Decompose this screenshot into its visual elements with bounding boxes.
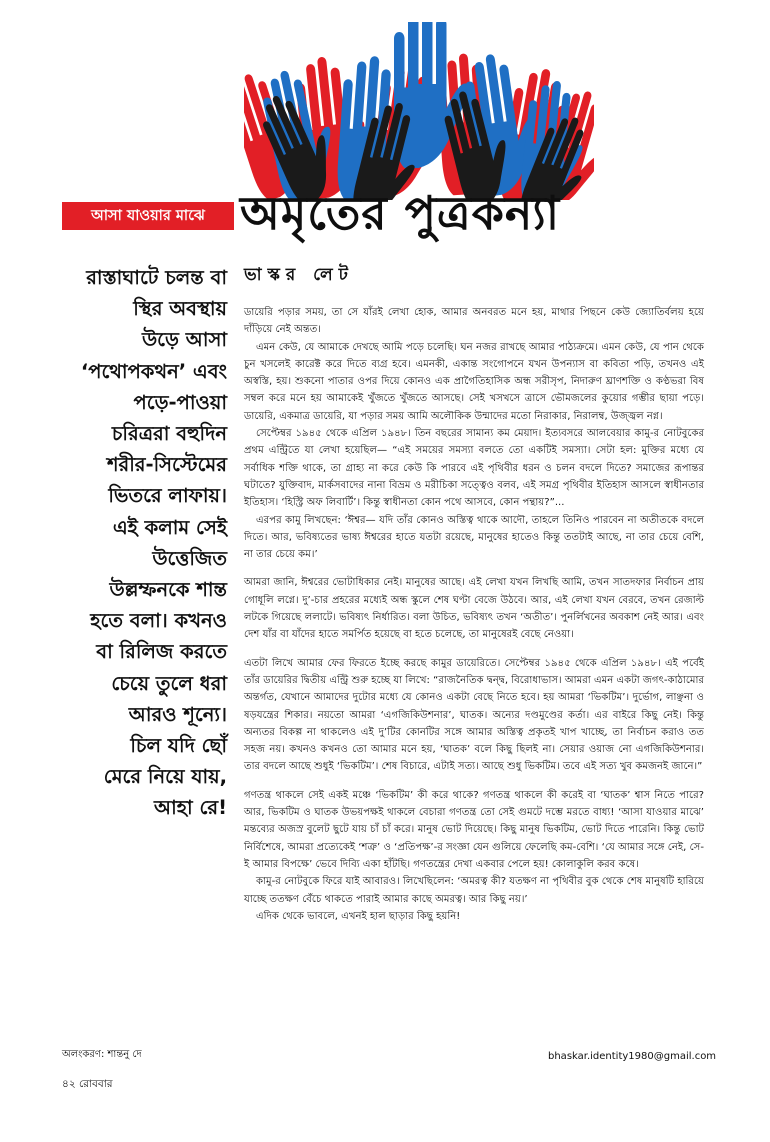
pull-quote-line: পড়ে-পাওয়া [133, 390, 227, 414]
pull-quote-line: উল্লম্ফনকে শান্ত [109, 578, 227, 602]
pull-quote-line: চরিত্ররা বহুদিন [111, 422, 227, 446]
pull-quote-line: উত্তেজিত [152, 546, 227, 570]
pull-quote-line: আহা রে! [154, 796, 227, 820]
pull-quote-line: উড়ে আসা [141, 328, 227, 352]
raised-hands-illustration [244, 22, 594, 200]
column-kicker: আসা যাওয়ার মাঝে [62, 202, 234, 230]
pull-quote-line: এই কলাম সেই [112, 515, 227, 539]
article-body [244, 304, 704, 925]
pull-quote-line: হতে বলা। কখনও [90, 609, 227, 633]
pull-quote-line: আরও শূন্যে। [128, 702, 227, 726]
body-paragraph: সেপ্টেম্বর ১৯৪৫ থেকে এপ্রিল ১৯৪৮। তিন বছরের সামান্য কম মেয়াদ। ইত্যবসরে আলবেয়ার কামু-র নোটবুকের প্রথম এন্ট্রিতে যা লেখা হয়েছিল— “এই সময়ের সমস্যা বলতে তো একটিই সমস্যা। সেটা হল: মুক্তির মধ্যে যে সর্বাধিক শক্তি থাকে, তা গ্রাহ্য না করে কেউ কি পারবে এই পৃথিবীর ধরন ও চলন বদলে দিতে? সমাজের রূপান্তর ঘটাতে? যুক্তিবাদ, মার্কসবাদের নানা বিভ্রম ও মরীচিকা সত্ত্বেও বলব, এই সমগ্র পৃথিবীর ইতিহাস আসলে স্বাধীনতার ইতিহাস। ‘হিস্ট্রি অফ লিবার্টি’। কিন্তু স্বাধীনতা কোন পথে আসবে, কোন পন্থায়?”... [244, 428, 704, 509]
pull-quote-line: চেয়ে তুলে ধরা [111, 671, 227, 695]
headline: অমৃতের পুত্রকন্যা [240, 186, 561, 240]
body-paragraph: এদিক থেকে ভাবলে, এখনই হাল ছাড়ার কিছু হয়নি! [256, 910, 461, 922]
illustration-credit: অলংকরণ: শান্তনু দে [62, 1049, 142, 1060]
pull-quote-line: চিল যদি ছোঁ [130, 734, 227, 758]
pull-quote-line: বা রিলিজ করতে [96, 640, 227, 664]
body-paragraph: ডায়েরি পড়ার সময়, তা সে যাঁরই লেখা হোক, আমার অনবরত মনে হয়, মাথার পিছনে কেউ জ্যোতির্বলয় হয়ে দাঁড়িয়ে নেই অন্তত। [244, 307, 704, 336]
body-paragraph: গণতন্ত্র থাকলে সেই একই মঞ্চে ‘ভিকটিম’ কী করে থাকে? গণতন্ত্র থাকলে কী করেই বা ‘ঘাতক’ শ্বাস নিতে পারে? আর, ভিকটিম ও ঘাতক উভয়পক্ষই থাকলে বেচারা গণতন্ত্র তো সেই গুমটে দম্ভে মরতে বাধ্য! ‘আসা যাওয়ার মাঝে’ মন্তব্যের অজস্র বুলেট ছুটে যায় চাঁ চাঁ করে। মানুষ ভোট দিয়েছে। কিছু মানুষ ভিকটিম, ভোট দিতে পারেনি। কিন্তু ভোট নির্বিশেষে, আমরা প্রত্যেকেই ‘শত্রু’ ও ‘প্রতিপক্ষ’-র সংজ্ঞা যেন গুলিয়ে ফেলেছি কম-বেশি। ‘যে আমার সঙ্গে নেই, সে-ই আমার বিপক্ষে’ ভেবে দিব্যি একা হাঁটছি। গণতন্ত্রের দেখা একবার পেলে হয়! কোলাকুলি করব কষে। [244, 789, 704, 870]
pull-quote-line: রাস্তাঘাটে চলন্ত বা [86, 266, 227, 289]
pull-quote-line: ভিতরে লাফায়। [108, 484, 227, 508]
pull-quote-line: স্থির অবস্থায় [133, 297, 227, 321]
pull-quote-line: মেরে নিয়ে যায়, [103, 765, 227, 789]
author-byline: ভাস্কর লেট [244, 265, 354, 285]
page-folio: ৪২ রোববার [62, 1078, 113, 1090]
body-paragraph: এমন কেউ, যে আমাকে দেখছে আমি পড়ে চলেছি। ঘন নজর রাখছে আমার পাঠ্যক্রমে। এমন কেউ, যে পান থেকে চুন খসলেই কারেক্ট করে দিতে ব্যগ্র হবে। এমনকী, একান্ত সংগোপনে যখন উপন্যাস বা কবিতা পড়ি, তখনও এই অস্বস্তি, হয়। শুকনো পাতার ওপর দিয়ে কোনও এক প্রাগৈতিহাসিক অন্ধ সরীসৃপ, নিদারুণ ঘ্রাণশক্তি ও কণ্ঠভরা বিষ সম্বল করে মনে হয় আমাকেই খুঁজতে খুঁজতে আসছে। সেই খসখসে ত্রাসে ভৌমজলের কুয়োর গম্ভীর ছায়া পড়ে। ডায়েরি, একমাত্র ডায়েরি, যা পড়ার সময় আমি অলৌকিক উন্মাদের মতো নিরাকার, নিরালম্ব, উজ্জ্বল নগ্ন। [244, 341, 704, 422]
pull-quote [55, 262, 227, 824]
pull-quote-line: ‘পথোপকথন’ এবং [80, 359, 227, 383]
body-paragraph: এরপর কামু লিখছেন: ‘ঈশ্বর— যদি তাঁর কোনও অস্তিত্ব থাকে আদৌ, তাহলে তিনিও পারবেন না অতীতকে বদলে দিতে। আর, ভবিষ্যতের ভাষ্য ঈশ্বরের হাতে যতটা রয়েছে, মানুষের হাতেও কিন্তু ততটাই আছে, না তার চেয়ে বেশি, না তার চেয়ে কম।’ [244, 514, 704, 561]
body-paragraph: আমরা জানি, ঈশ্বরের ভোটাধিকার নেই। মানুষের আছে। এই লেখা যখন লিখছি আমি, তখন সাতদফার নির্বাচন প্রায় গোধূলি লগ্নে। দু’-চার প্রহরের মধ্যেই অন্ধ স্কুলে শেষ ঘণ্টা বেজে উঠবে। আর, এই লেখা যখন বেরবে, তখন রেজাল্ট লটকে গিয়েছে ললাটে। ভবিষ্যৎ নির্ধারিত। বলা উচিত, ভবিষ্যৎ তখন ‘অতীত’। পুনর্লিখনের অবকাশ নেই আর। এবং দেশ যাঁর বা যাঁদের হাতে সমর্পিত হয়েছে বা হতে চলেছে, তা মানুষেরই বেছে নেওয়া। [244, 577, 704, 641]
author-email-link[interactable]: bhaskar.identity1980@gmail.com [548, 1051, 717, 1062]
body-paragraph: এতটা লিখে আমার ফের ফিরতে ইচ্ছে করছে কামুর ডায়েরিতে। সেপ্টেম্বর ১৯৪৫ থেকে এপ্রিল ১৯৪৮। এই পর্বেই তাঁর ডায়েরির দ্বিতীয় এন্ট্রি শুরু হচ্ছে যা লিখে: “রাজনৈতিক দ্বন্দ্ব, বিরোধাভাস। আমরা এমন একটা জগৎ-কাঠামোর অন্তর্গত, যেখানে আমাদের দুটোর মধ্যে যে কোনও একটা বেছে নিতে হবে। হয় আমরা ‘ভিকটিম’। দুর্ভোগ, লাঞ্ছনা ও ষড়যন্ত্রের শিকার। নয়তো আমরা ‘এগজিকিউশনার’, ঘাতক। অন্যের দণ্ডমুণ্ডের কর্তা। এর বাইরে কিছু নেই। কিন্তু অন্যতর বিকল্প না থাকলেও এই দু’টির কোনটির সঙ্গে আমার অস্তিত্ব প্রকৃতই খাপ খাচ্ছে, তা নির্বাচন করাও তত সহজ নয়। কখনও কখনও তো আমার মনে হয়, ‘ঘাতক’ বলে কিছু ছিলই না। সেয়ার ওয়াজ নো এগজিকিউশনার। তার বদলে আছে শুধুই ‘ভিকটিম’। শেষ বিচারে, এটাই সত্য। আছে শুধু ভিকটিম। তবে এই সত্য খুব কমজনই জানে।” [244, 657, 704, 773]
body-paragraph: কামু-র নোটবুকে ফিরে যাই আবারও। লিখেছিলেন: ‘অমরত্ব কী? যতক্ষণ না পৃথিবীর বুক থেকে শেষ মানুষটি হারিয়ে যাচ্ছে ততক্ষণ বেঁচে থাকতে পারাই আমার কাছে অমরত্ব। আর কিছু নয়।’ [244, 876, 704, 905]
pull-quote-line: শরীর-সিস্টেমের [106, 453, 227, 477]
